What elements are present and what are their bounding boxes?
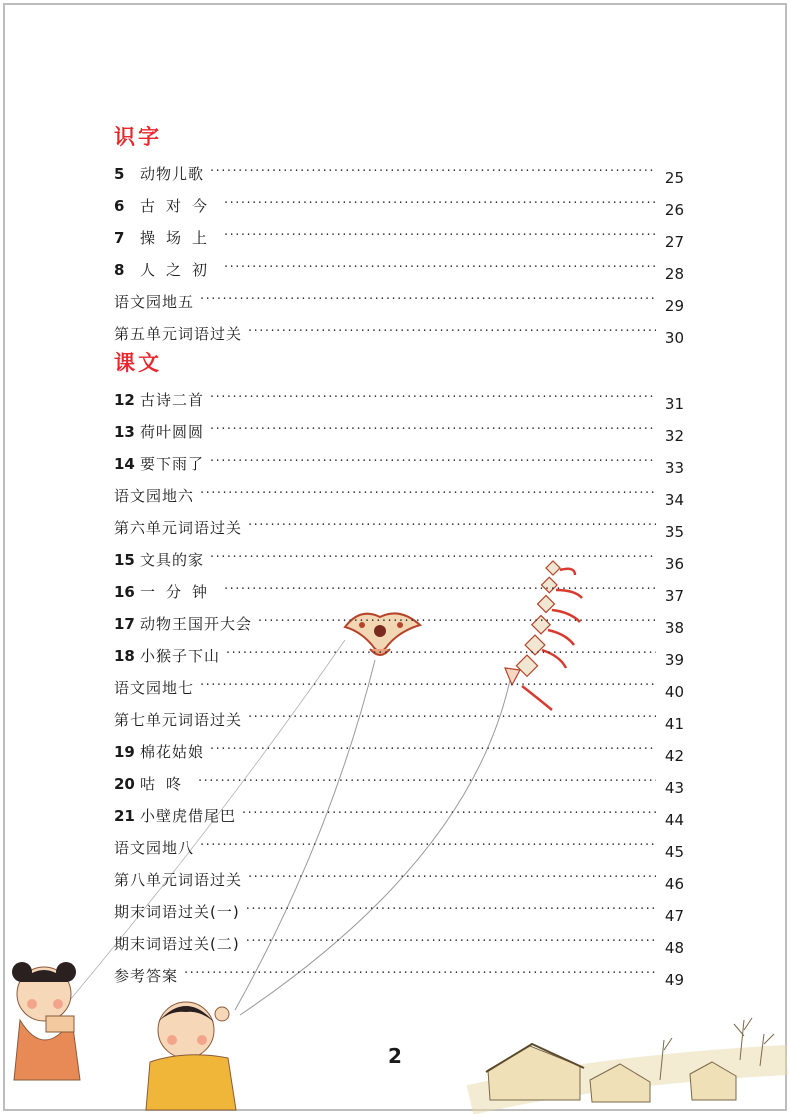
lesson-number: 7 xyxy=(114,229,125,247)
toc-entry[interactable] xyxy=(114,666,684,701)
page-ref: 45 xyxy=(664,843,684,861)
table-of-contents xyxy=(114,122,684,989)
toc-entry[interactable] xyxy=(114,280,684,315)
leader-dots xyxy=(200,838,656,858)
lesson-number: 19 xyxy=(114,743,135,761)
lesson-title: 语文园地八 xyxy=(114,839,195,857)
leader-dots xyxy=(224,582,656,602)
toc-entry[interactable] xyxy=(114,442,684,477)
toc-entry[interactable] xyxy=(114,858,684,893)
lesson-number: 21 xyxy=(114,807,135,825)
lesson-title: 语文园地六 xyxy=(114,487,195,505)
toc-entry[interactable] xyxy=(114,312,684,347)
lesson-title: 小猴子下山 xyxy=(140,647,221,665)
lesson-title: 古诗二首 xyxy=(140,391,205,409)
toc-entry[interactable] xyxy=(114,570,684,605)
lesson-title: 棉花姑娘 xyxy=(140,743,205,761)
page-ref: 41 xyxy=(664,715,684,733)
page-ref: 49 xyxy=(664,971,684,989)
toc-entry[interactable] xyxy=(114,378,684,413)
toc-entry[interactable] xyxy=(114,794,684,829)
lesson-title: 第七单元词语过关 xyxy=(114,711,243,729)
leader-dots xyxy=(246,934,656,954)
leader-dots xyxy=(210,164,656,184)
toc-entry[interactable] xyxy=(114,730,684,765)
lesson-title: 期末词语过关(二) xyxy=(114,935,240,953)
leader-dots xyxy=(210,550,656,570)
leader-dots xyxy=(210,422,656,442)
page-ref: 43 xyxy=(664,779,684,797)
toc-entry[interactable] xyxy=(114,216,684,251)
leader-dots xyxy=(226,646,656,666)
page-ref: 25 xyxy=(664,169,684,187)
lesson-number: 16 xyxy=(114,583,135,601)
page-ref: 30 xyxy=(664,329,684,347)
toc-entry[interactable] xyxy=(114,826,684,861)
lesson-number: 5 xyxy=(114,165,125,183)
leader-dots xyxy=(198,774,656,794)
leader-dots xyxy=(248,324,656,344)
page-ref: 47 xyxy=(664,907,684,925)
toc-entry[interactable] xyxy=(114,248,684,283)
lesson-number: 13 xyxy=(114,423,135,441)
page-ref: 39 xyxy=(664,651,684,669)
toc-entry[interactable] xyxy=(114,634,684,669)
page-ref: 26 xyxy=(664,201,684,219)
toc-entry[interactable] xyxy=(114,954,684,989)
page-ref: 28 xyxy=(664,265,684,283)
lesson-number: 8 xyxy=(114,261,125,279)
lesson-title: 动物儿歌 xyxy=(140,165,205,183)
lesson-number: 6 xyxy=(114,197,125,215)
leader-dots xyxy=(210,742,656,762)
toc-entry[interactable] xyxy=(114,890,684,925)
lesson-number: 14 xyxy=(114,455,135,473)
toc-entry[interactable] xyxy=(114,184,684,219)
lesson-title: 参考答案 xyxy=(114,967,179,985)
page-ref: 44 xyxy=(664,811,684,829)
leader-dots xyxy=(242,806,656,826)
toc-entry[interactable] xyxy=(114,762,684,797)
lesson-title: 人之初 xyxy=(140,261,219,279)
lesson-title: 要下雨了 xyxy=(140,455,205,473)
lesson-title: 荷叶圆圆 xyxy=(140,423,205,441)
lesson-number: 20 xyxy=(114,775,135,793)
toc-entry[interactable] xyxy=(114,602,684,637)
page-ref: 29 xyxy=(664,297,684,315)
leader-dots xyxy=(246,902,656,922)
lesson-title: 小壁虎借尾巴 xyxy=(140,807,237,825)
leader-dots xyxy=(210,390,656,410)
leader-dots xyxy=(248,870,656,890)
leader-dots xyxy=(200,486,656,506)
leader-dots xyxy=(258,614,656,634)
lesson-title: 第五单元词语过关 xyxy=(114,325,243,343)
lesson-title: 文具的家 xyxy=(140,551,205,569)
toc-entry[interactable] xyxy=(114,538,684,573)
leader-dots xyxy=(210,454,656,474)
toc-entry[interactable] xyxy=(114,152,684,187)
leader-dots xyxy=(224,260,656,280)
page-ref: 27 xyxy=(664,233,684,251)
lesson-title: 第六单元词语过关 xyxy=(114,519,243,537)
lesson-title: 古对今 xyxy=(140,197,219,215)
lesson-title: 语文园地五 xyxy=(114,293,195,311)
lesson-number: 15 xyxy=(114,551,135,569)
section-heading-shizi: 识字 xyxy=(114,125,162,149)
toc-entry[interactable] xyxy=(114,922,684,957)
leader-dots xyxy=(224,196,656,216)
leader-dots xyxy=(248,518,656,538)
page-ref: 48 xyxy=(664,939,684,957)
lesson-title: 操场上 xyxy=(140,229,219,247)
page-ref: 37 xyxy=(664,587,684,605)
page-ref: 40 xyxy=(664,683,684,701)
lesson-number: 18 xyxy=(114,647,135,665)
lesson-number: 12 xyxy=(114,391,135,409)
leader-dots xyxy=(200,678,656,698)
page-ref: 42 xyxy=(664,747,684,765)
page-ref: 35 xyxy=(664,523,684,541)
toc-entry[interactable] xyxy=(114,506,684,541)
page-ref: 38 xyxy=(664,619,684,637)
page-ref: 33 xyxy=(664,459,684,477)
page-ref: 36 xyxy=(664,555,684,573)
lesson-title: 第八单元词语过关 xyxy=(114,871,243,889)
page-ref: 34 xyxy=(664,491,684,509)
toc-entry[interactable] xyxy=(114,410,684,445)
lesson-number: 17 xyxy=(114,615,135,633)
toc-entry[interactable] xyxy=(114,474,684,509)
lesson-title: 期末词语过关(一) xyxy=(114,903,240,921)
leader-dots xyxy=(200,292,656,312)
page-ref: 46 xyxy=(664,875,684,893)
toc-entry[interactable] xyxy=(114,698,684,733)
lesson-title: 语文园地七 xyxy=(114,679,195,697)
leader-dots xyxy=(224,228,656,248)
lesson-title: 一分钟 xyxy=(140,583,219,601)
leader-dots xyxy=(248,710,656,730)
page-ref: 32 xyxy=(664,427,684,445)
lesson-title: 动物王国开大会 xyxy=(140,615,253,633)
leader-dots xyxy=(184,966,656,986)
lesson-title: 咕咚 xyxy=(140,775,193,793)
section-heading-kewen: 课文 xyxy=(114,351,162,375)
page-ref: 31 xyxy=(664,395,684,413)
page-number: 2 xyxy=(388,1044,402,1068)
